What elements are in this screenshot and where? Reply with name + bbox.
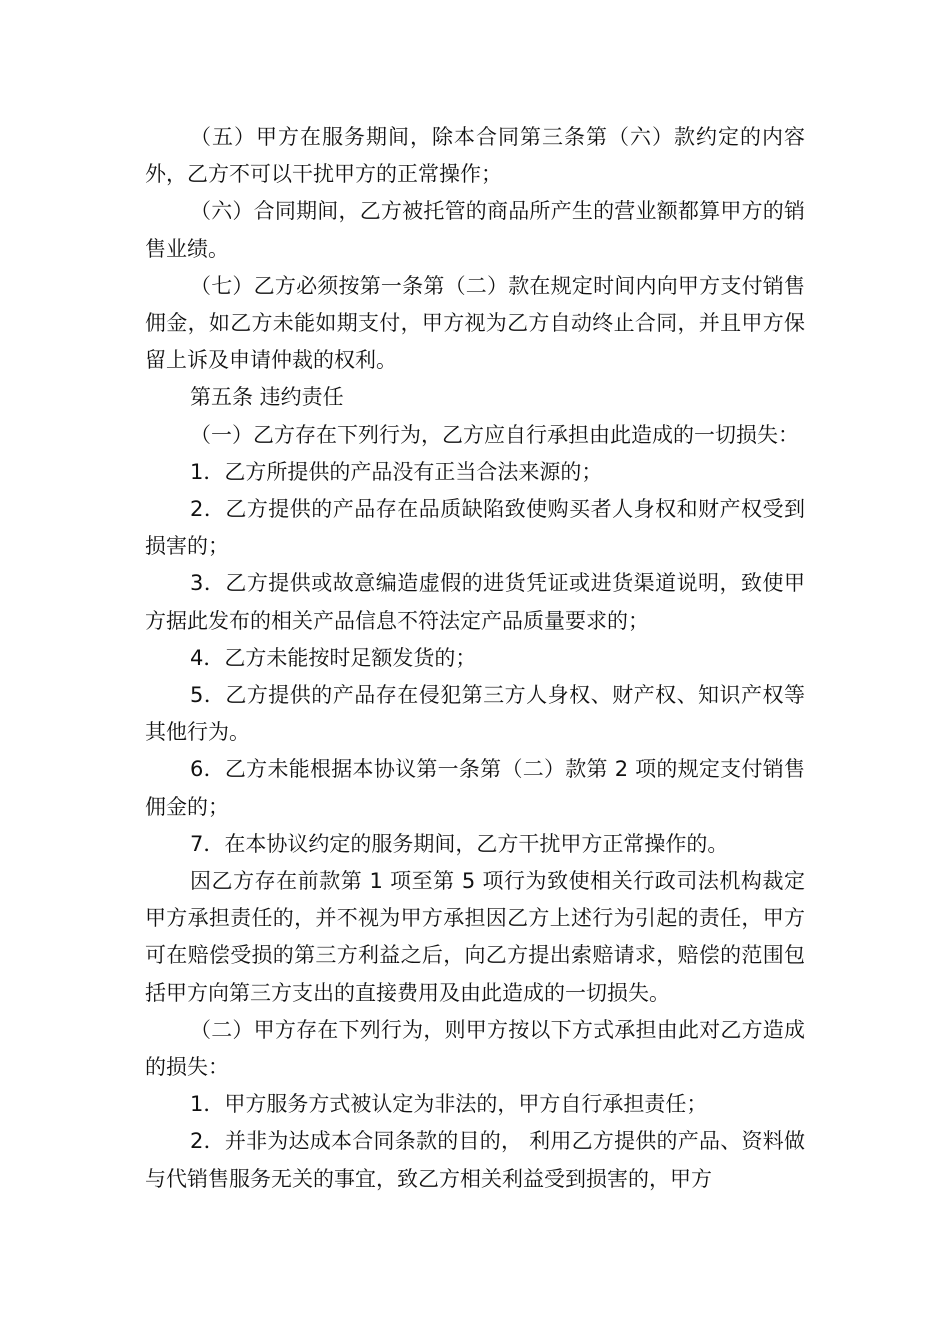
subsection-2: （二）甲方存在下列行为，则甲方按以下方式承担由此对乙方造成的损失： bbox=[145, 1017, 805, 1080]
list-item: 1．甲方服务方式被认定为非法的，甲方自行承担责任； bbox=[190, 1092, 708, 1117]
section-heading: 第五条 违约责任 bbox=[190, 385, 344, 410]
list-item: 6．乙方未能根据本协议第一条第（二）款第 2 项的规定支付销售佣金的； bbox=[145, 757, 805, 819]
subsection-1: （一）乙方存在下列行为，乙方应自行承担由此造成的一切损失： bbox=[190, 422, 799, 447]
clause-6: （六）合同期间，乙方被托管的商品所产生的营业额都算甲方的销售业绩。 bbox=[145, 199, 805, 261]
list-item: 2．并非为达成本合同条款的目的， 利用乙方提供的产品、资料做与代销售服务无关的事宜，致乙方相关利益受到损害的，甲方 bbox=[145, 1129, 805, 1191]
clause-5: （五）甲方在服务期间，除本合同第三条第（六）款约定的内容外，乙方不可以干扰甲方的正常操作； bbox=[145, 125, 805, 187]
clause-7: （七）乙方必须按第一条第（二）款在规定时间内向甲方支付销售佣金，如乙方未能如期支付，甲方视为乙方自动终止合同，并且甲方保留上诉及申请仲裁的权利。 bbox=[145, 273, 805, 373]
list-item: 1．乙方所提供的产品没有正当合法来源的； bbox=[190, 459, 603, 484]
list-item: 3．乙方提供或故意编造虚假的进货凭证或进货渠道说明，致使甲方据此发布的相关产品信息不符法定产品质量要求的； bbox=[145, 571, 805, 633]
list-item: 7．在本协议约定的服务期间，乙方干扰甲方正常操作的。 bbox=[190, 831, 729, 856]
list-item: 5．乙方提供的产品存在侵犯第三方人身权、财产权、知识产权等其他行为。 bbox=[145, 683, 805, 745]
list-item: 4．乙方未能按时足额发货的； bbox=[190, 645, 477, 670]
document-body bbox=[145, 119, 805, 1198]
list-item: 2．乙方提供的产品存在品质缺陷致使购买者人身权和财产权受到损害的； bbox=[145, 497, 805, 559]
liability-paragraph: 因乙方存在前款第 1 项至第 5 项行为致使相关行政司法机构裁定甲方承担责任的，并不视为甲方承担因乙方上述行为引起的责任，甲方可在赔偿受损的第三方利益之后，向乙方提出索赔请求，赔偿的范围包括甲方向第三方支出的直接费用及由此造成的一切损失。 bbox=[145, 869, 805, 1005]
